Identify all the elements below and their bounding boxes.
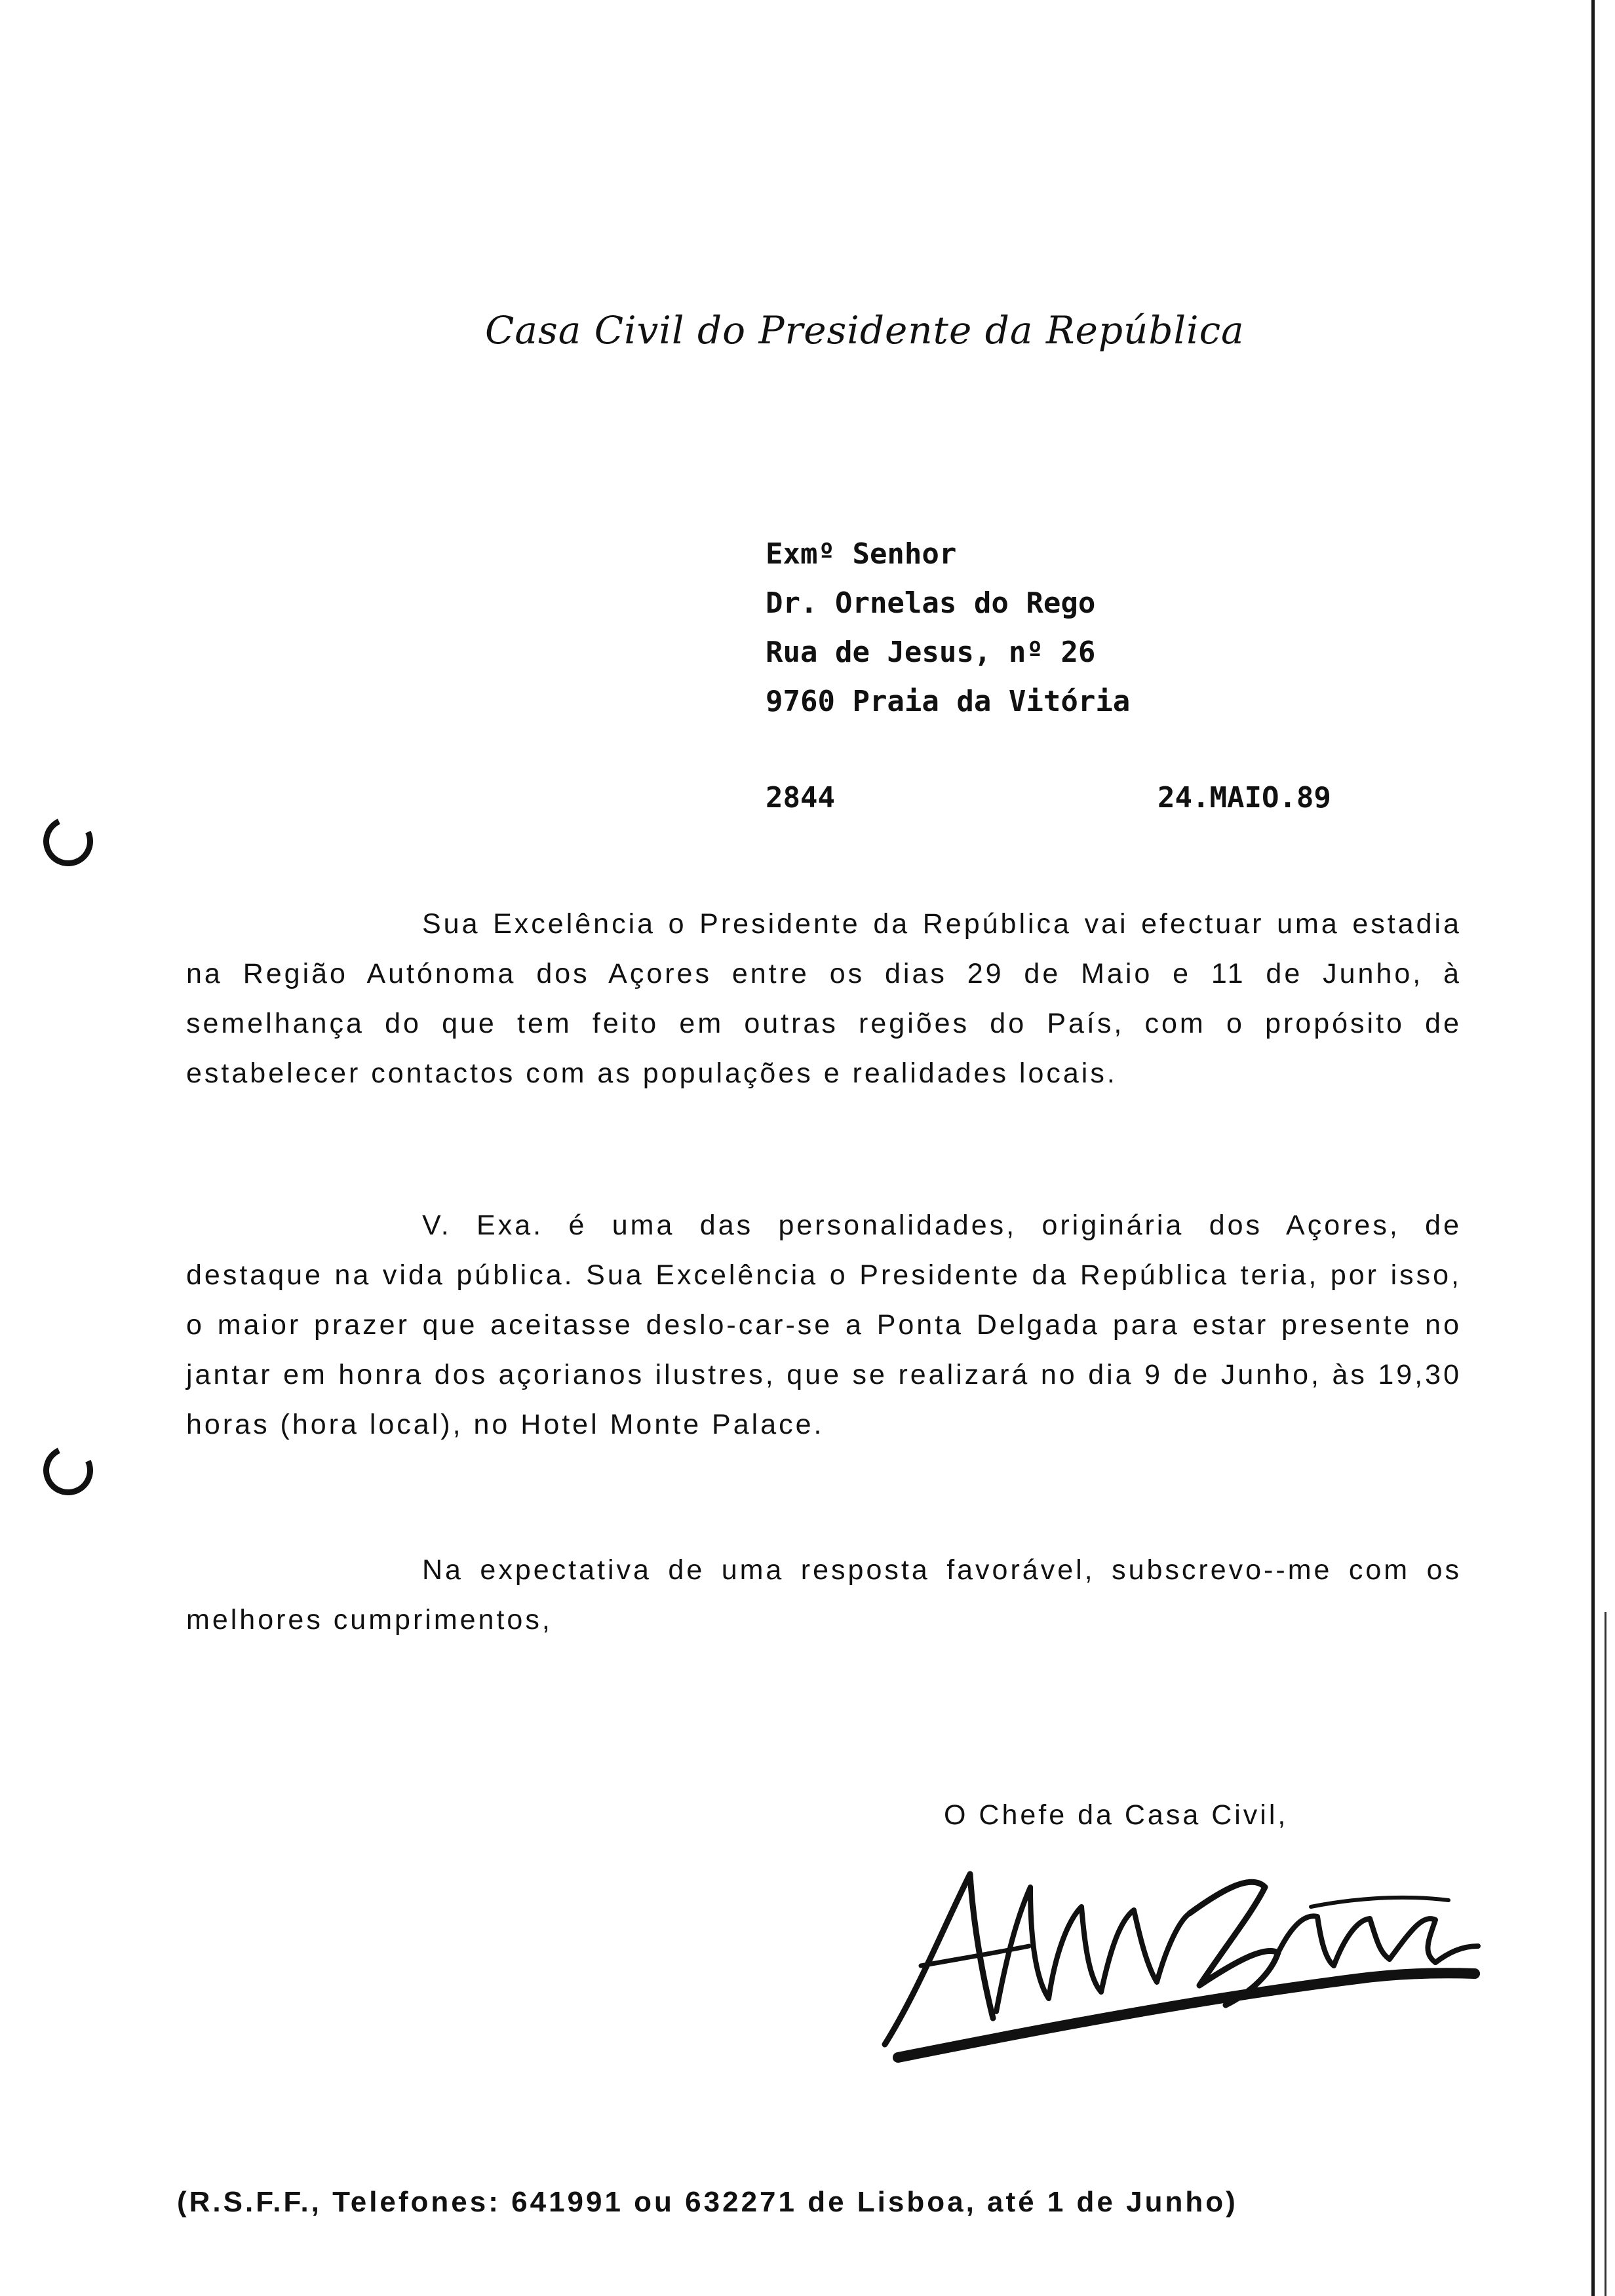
recipient-address	[766, 529, 1130, 726]
recipient-line: Dr. Ornelas do Rego	[766, 586, 1096, 620]
page-edge-line-secondary	[1605, 1612, 1606, 2296]
footer-note: (R.S.F.F., Telefones: 641991 ou 632271 de Lisboa, até 1 de Junho)	[177, 2186, 1238, 2218]
letter-date: 24.MAIO.89	[1158, 781, 1331, 814]
reference-number: 2844	[766, 781, 835, 814]
page-edge-line	[1591, 0, 1595, 2296]
punch-hole-mark	[36, 809, 100, 873]
closing-title: O Chefe da Casa Civil,	[944, 1799, 1289, 1831]
body-paragraph: Sua Excelência o Presidente da República vai efectuar uma estadia na Região Autónoma dos Açores entre os dias 29 de Maio e 11 de Junho, à semelhança do que tem feito em outras regiões do País, com o propósito de estabelecer contactos com as populações e realidades locais.	[186, 908, 1462, 1089]
handwritten-signature	[859, 1848, 1488, 2064]
letterhead-title: Casa Civil do Presidente da República	[485, 308, 1245, 353]
recipient-line: 9760 Praia da Vitória	[766, 685, 1131, 718]
body-paragraph: Na expectativa de uma resposta favorável, subscrevo--me com os melhores cumprimentos,	[186, 1554, 1462, 1636]
punch-hole-mark	[36, 1438, 100, 1502]
body-paragraph: V. Exa. é uma das personalidades, originária dos Açores, de destaque na vida pública. Sua Excelência o Presidente da República teria, por isso, o maior prazer que aceitasse deslo-car-se a Ponta Delgada para estar presente no jantar em honra dos açorianos ilustres, que se realizará no dia 9 de Junho, às 19,30 horas (hora local), no Hotel Monte Palace.	[186, 1210, 1462, 1440]
recipient-line: Rua de Jesus, nº 26	[766, 636, 1096, 669]
recipient-line: Exmº Senhor	[766, 537, 957, 571]
